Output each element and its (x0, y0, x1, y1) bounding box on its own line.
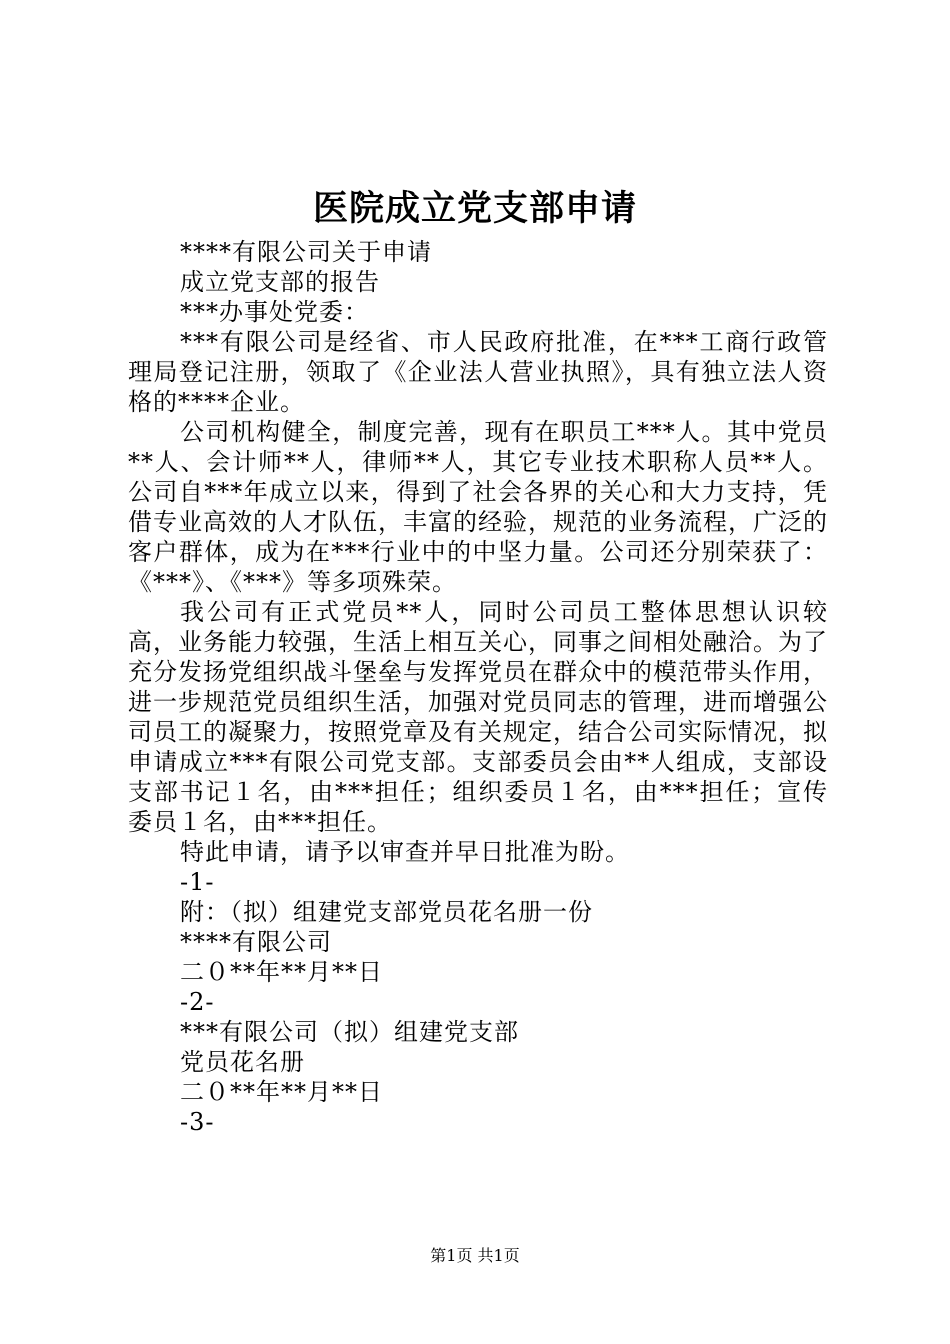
text-line: 特此申请，请予以审查并早日批准为盼。 (180, 838, 630, 866)
paragraph: ***有限公司是经省、市人民政府批准，在***工商行政管理局登记注册，领取了《企业法人营业执照》，具有独立法人资格的****企业。 (128, 328, 828, 416)
document-body (128, 237, 828, 1137)
date-line: 二０**年**月**日 (180, 1078, 383, 1106)
paragraph: 我公司有正式党员**人，同时公司员工整体思想认识较高，业务能力较强，生活上相互关心，同事之间相处融洽。为了充分发扬党组织战斗堡垒与发挥党员在群众中的模范带头作用，进一步规范党员组织生活，加强对党员同志的管理，进而增强公司员工的凝聚力，按照党章及有关规定，结合公司实际情况，拟申请成立***有限公司党支部。支部委员会由**人组成，支部设支部书记１名，由***担任；组织委员１名，由***担任；宣传委员１名，由***担任。 (128, 598, 828, 836)
text-line: 党员花名册 (180, 1048, 305, 1076)
paragraph: 公司机构健全，制度完善，现有在职员工***人。其中党员**人、会计师**人，律师**人，其它专业技术职称人员**人。公司自***年成立以来，得到了社会各界的关心和大力支持，凭借专业高效的人才队伍，丰富的经验，规范的业务流程，广泛的客户群体，成为在***行业中的中坚力量。公司还分别荣获了：《***》、《***》等多项殊荣。 (128, 418, 828, 596)
text-line: ****有限公司关于申请 (180, 238, 432, 266)
text-line: ****有限公司 (180, 928, 332, 956)
page-footer: 第1页 共1页 (430, 1246, 520, 1265)
page-marker: -1- (180, 868, 215, 896)
page-marker: -3- (180, 1108, 215, 1136)
text-line: ***办事处党委： (180, 298, 369, 326)
text-line: 成立党支部的报告 (180, 268, 380, 296)
page-marker: -2- (180, 988, 215, 1016)
date-line: 二０**年**月**日 (180, 958, 383, 986)
document-title: 医院成立党支部申请 (312, 188, 637, 229)
text-line: 附：（拟）组建党支部党员花名册一份 (180, 898, 593, 926)
text-line: ***有限公司（拟）组建党支部 (180, 1018, 519, 1046)
